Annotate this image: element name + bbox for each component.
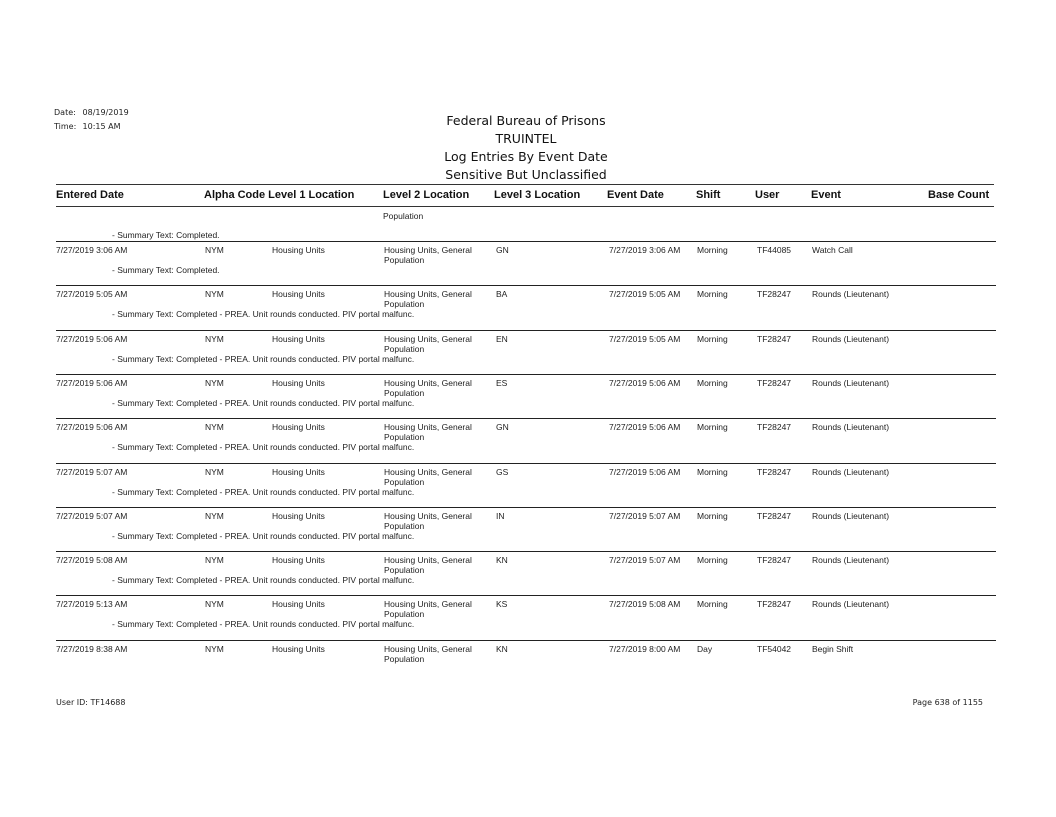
cell-level2-line1: Housing Units, General xyxy=(384,378,472,388)
cell-entered-date: 7/27/2019 5:08 AM xyxy=(56,555,128,565)
cell-level2-line2: Population xyxy=(384,255,425,265)
cell-user: TF28247 xyxy=(757,422,792,432)
cell-level2-line2: Population xyxy=(384,344,425,354)
footer-page-number: Page 638 of 1155 xyxy=(912,698,983,707)
cell-user: TF44085 xyxy=(757,245,792,255)
row-summary-text: - Summary Text: Completed - PREA. Unit rounds conducted. PIV portal malfunc. xyxy=(112,531,415,541)
row-rule xyxy=(56,330,996,331)
cell-shift: Morning xyxy=(697,467,728,477)
cell-shift: Morning xyxy=(697,599,728,609)
cell-level1-location: Housing Units xyxy=(272,378,325,388)
cell-shift: Morning xyxy=(697,378,728,388)
row-rule xyxy=(56,374,996,375)
cell-event: Rounds (Lieutenant) xyxy=(812,378,890,388)
cell-event-date: 7/27/2019 5:06 AM xyxy=(609,422,681,432)
date-value: 08/19/2019 xyxy=(82,108,129,117)
row-summary-text: - Summary Text: Completed - PREA. Unit rounds conducted. PIV portal malfunc. xyxy=(112,309,415,319)
row-summary-text: - Summary Text: Completed - PREA. Unit rounds conducted. PIV portal malfunc. xyxy=(112,442,415,452)
cell-alpha-code: NYM xyxy=(205,289,224,299)
cell-level1-location: Housing Units xyxy=(272,289,325,299)
cell-event: Watch Call xyxy=(812,245,853,255)
cell-level2-line2: Population xyxy=(384,299,425,309)
cell-level3-location: EN xyxy=(496,334,508,344)
cell-level3-location: KN xyxy=(496,555,508,565)
cell-event-date: 7/27/2019 5:07 AM xyxy=(609,555,681,565)
cell-event: Rounds (Lieutenant) xyxy=(812,511,890,521)
cell-shift: Morning xyxy=(697,334,728,344)
row-rule xyxy=(56,463,996,464)
row-rule xyxy=(56,241,996,242)
time-value: 10:15 AM xyxy=(82,122,121,131)
cell-level1-location: Housing Units xyxy=(272,334,325,344)
cell-alpha-code: NYM xyxy=(205,599,224,609)
cell-level1-location: Housing Units xyxy=(272,245,325,255)
cell-entered-date: 7/27/2019 5:06 AM xyxy=(56,378,128,388)
cell-event-date: 7/27/2019 5:06 AM xyxy=(609,467,681,477)
cell-level2-line1: Housing Units, General xyxy=(384,422,472,432)
cell-entered-date: 7/27/2019 5:06 AM xyxy=(56,422,128,432)
cell-event-date: 7/27/2019 8:00 AM xyxy=(609,644,681,654)
cell-level2-line2: Population xyxy=(384,432,425,442)
cell-level2-line1: Housing Units, General xyxy=(384,334,472,344)
cell-user: TF28247 xyxy=(757,511,792,521)
cell-level2-line1: Housing Units, General xyxy=(384,289,472,299)
report-title: Log Entries By Event Date xyxy=(444,149,608,164)
cell-level3-location: GN xyxy=(496,245,509,255)
cell-event: Rounds (Lieutenant) xyxy=(812,334,890,344)
col-level2-location: Level 2 Location xyxy=(383,189,470,201)
cell-event-date: 7/27/2019 5:07 AM xyxy=(609,511,681,521)
row-rule xyxy=(56,551,996,552)
row-rule xyxy=(56,418,996,419)
cell-event-date: 7/27/2019 5:06 AM xyxy=(609,378,681,388)
row-rule xyxy=(56,285,996,286)
cell-event: Rounds (Lieutenant) xyxy=(812,599,890,609)
row-rule xyxy=(56,640,996,641)
cell-level1-location: Housing Units xyxy=(272,467,325,477)
cell-event-date: 7/27/2019 5:08 AM xyxy=(609,599,681,609)
time-label: Time: xyxy=(54,122,77,131)
cell-alpha-code: NYM xyxy=(205,644,224,654)
cell-level2-line1: Housing Units, General xyxy=(384,245,472,255)
footer-user-id: User ID: TF14688 xyxy=(56,698,126,707)
cell-alpha-code: NYM xyxy=(205,422,224,432)
cell-event: Rounds (Lieutenant) xyxy=(812,422,890,432)
date-label: Date: xyxy=(54,108,76,117)
cell-user: TF28247 xyxy=(757,378,792,388)
col-base-count: Base Count xyxy=(928,189,990,201)
col-event: Event xyxy=(811,189,841,201)
report-time xyxy=(54,122,121,131)
col-shift: Shift xyxy=(696,189,721,201)
cell-entered-date: 7/27/2019 8:38 AM xyxy=(56,644,128,654)
cell-event: Begin Shift xyxy=(812,644,854,654)
cell-level2-line1: Housing Units, General xyxy=(384,511,472,521)
row-summary-text: - Summary Text: Completed - PREA. Unit rounds conducted. PIV portal malfunc. xyxy=(112,575,415,585)
row-rule xyxy=(56,507,996,508)
col-user: User xyxy=(755,189,780,201)
row-summary-text: - Summary Text: Completed. xyxy=(112,265,220,275)
cell-level1-location: Housing Units xyxy=(272,599,325,609)
cell-alpha-code: NYM xyxy=(205,555,224,565)
cell-level2-line2: Population xyxy=(384,565,425,575)
system-title: TRUINTEL xyxy=(495,131,557,146)
cell-user: TF54042 xyxy=(757,644,792,654)
cell-event: Rounds (Lieutenant) xyxy=(812,289,890,299)
cell-level3-location: IN xyxy=(496,511,505,521)
row-summary-text: - Summary Text: Completed - PREA. Unit rounds conducted. PIV portal malfunc. xyxy=(112,398,415,408)
cell-entered-date: 7/27/2019 5:13 AM xyxy=(56,599,128,609)
cell-level2-line2: Population xyxy=(384,388,425,398)
cell-level1-location: Housing Units xyxy=(272,511,325,521)
agency-title: Federal Bureau of Prisons xyxy=(446,113,606,128)
cell-user: TF28247 xyxy=(757,599,792,609)
cell-level2-line2: Population xyxy=(384,477,425,487)
cell-shift: Day xyxy=(697,644,713,654)
cell-level2-line1: Housing Units, General xyxy=(384,599,472,609)
cell-user: TF28247 xyxy=(757,289,792,299)
cell-level3-location: ES xyxy=(496,378,508,388)
cell-event-date: 7/27/2019 5:05 AM xyxy=(609,334,681,344)
cell-user: TF28247 xyxy=(757,555,792,565)
cell-user: TF28247 xyxy=(757,334,792,344)
row-summary-text: - Summary Text: Completed - PREA. Unit rounds conducted. PIV portal malfunc. xyxy=(112,619,415,629)
cell-alpha-code: NYM xyxy=(205,245,224,255)
continued-summary: - Summary Text: Completed. xyxy=(112,230,220,240)
col-alpha-code-level1: Alpha Code Level 1 Location xyxy=(204,189,355,201)
cell-level2-line2: Population xyxy=(384,609,425,619)
cell-level1-location: Housing Units xyxy=(272,644,325,654)
classification-title: Sensitive But Unclassified xyxy=(445,167,607,182)
cell-level2-line2: Population xyxy=(384,654,425,664)
cell-shift: Morning xyxy=(697,289,728,299)
cell-entered-date: 7/27/2019 5:06 AM xyxy=(56,334,128,344)
cell-level3-location: BA xyxy=(496,289,508,299)
cell-level3-location: KS xyxy=(496,599,508,609)
cell-level3-location: GN xyxy=(496,422,509,432)
cell-entered-date: 7/27/2019 5:07 AM xyxy=(56,467,128,477)
cell-alpha-code: NYM xyxy=(205,378,224,388)
cell-level1-location: Housing Units xyxy=(272,555,325,565)
cell-level2-line2: Population xyxy=(384,521,425,531)
cell-level2-line1: Housing Units, General xyxy=(384,555,472,565)
cell-shift: Morning xyxy=(697,555,728,565)
cell-level2-line1: Housing Units, General xyxy=(384,644,472,654)
cell-shift: Morning xyxy=(697,422,728,432)
continued-level2: Population xyxy=(383,211,424,221)
cell-user: TF28247 xyxy=(757,467,792,477)
header-rule xyxy=(56,184,994,185)
cell-level1-location: Housing Units xyxy=(272,422,325,432)
col-level3-location: Level 3 Location xyxy=(494,189,581,201)
cell-event-date: 7/27/2019 3:06 AM xyxy=(609,245,681,255)
cell-event: Rounds (Lieutenant) xyxy=(812,555,890,565)
cell-entered-date: 7/27/2019 5:07 AM xyxy=(56,511,128,521)
report-date xyxy=(54,108,129,117)
row-summary-text: - Summary Text: Completed - PREA. Unit rounds conducted. PIV portal malfunc. xyxy=(112,354,415,364)
cell-level2-line1: Housing Units, General xyxy=(384,467,472,477)
cell-shift: Morning xyxy=(697,245,728,255)
col-entered-date: Entered Date xyxy=(56,189,124,201)
header-underline xyxy=(56,206,994,207)
cell-level3-location: GS xyxy=(496,467,509,477)
col-event-date: Event Date xyxy=(607,189,664,201)
row-rule xyxy=(56,595,996,596)
row-summary-text: - Summary Text: Completed - PREA. Unit rounds conducted. PIV portal malfunc. xyxy=(112,487,415,497)
cell-alpha-code: NYM xyxy=(205,467,224,477)
cell-shift: Morning xyxy=(697,511,728,521)
cell-event: Rounds (Lieutenant) xyxy=(812,467,890,477)
cell-event-date: 7/27/2019 5:05 AM xyxy=(609,289,681,299)
cell-level3-location: KN xyxy=(496,644,508,654)
cell-alpha-code: NYM xyxy=(205,511,224,521)
cell-entered-date: 7/27/2019 5:05 AM xyxy=(56,289,128,299)
cell-entered-date: 7/27/2019 3:06 AM xyxy=(56,245,128,255)
cell-alpha-code: NYM xyxy=(205,334,224,344)
